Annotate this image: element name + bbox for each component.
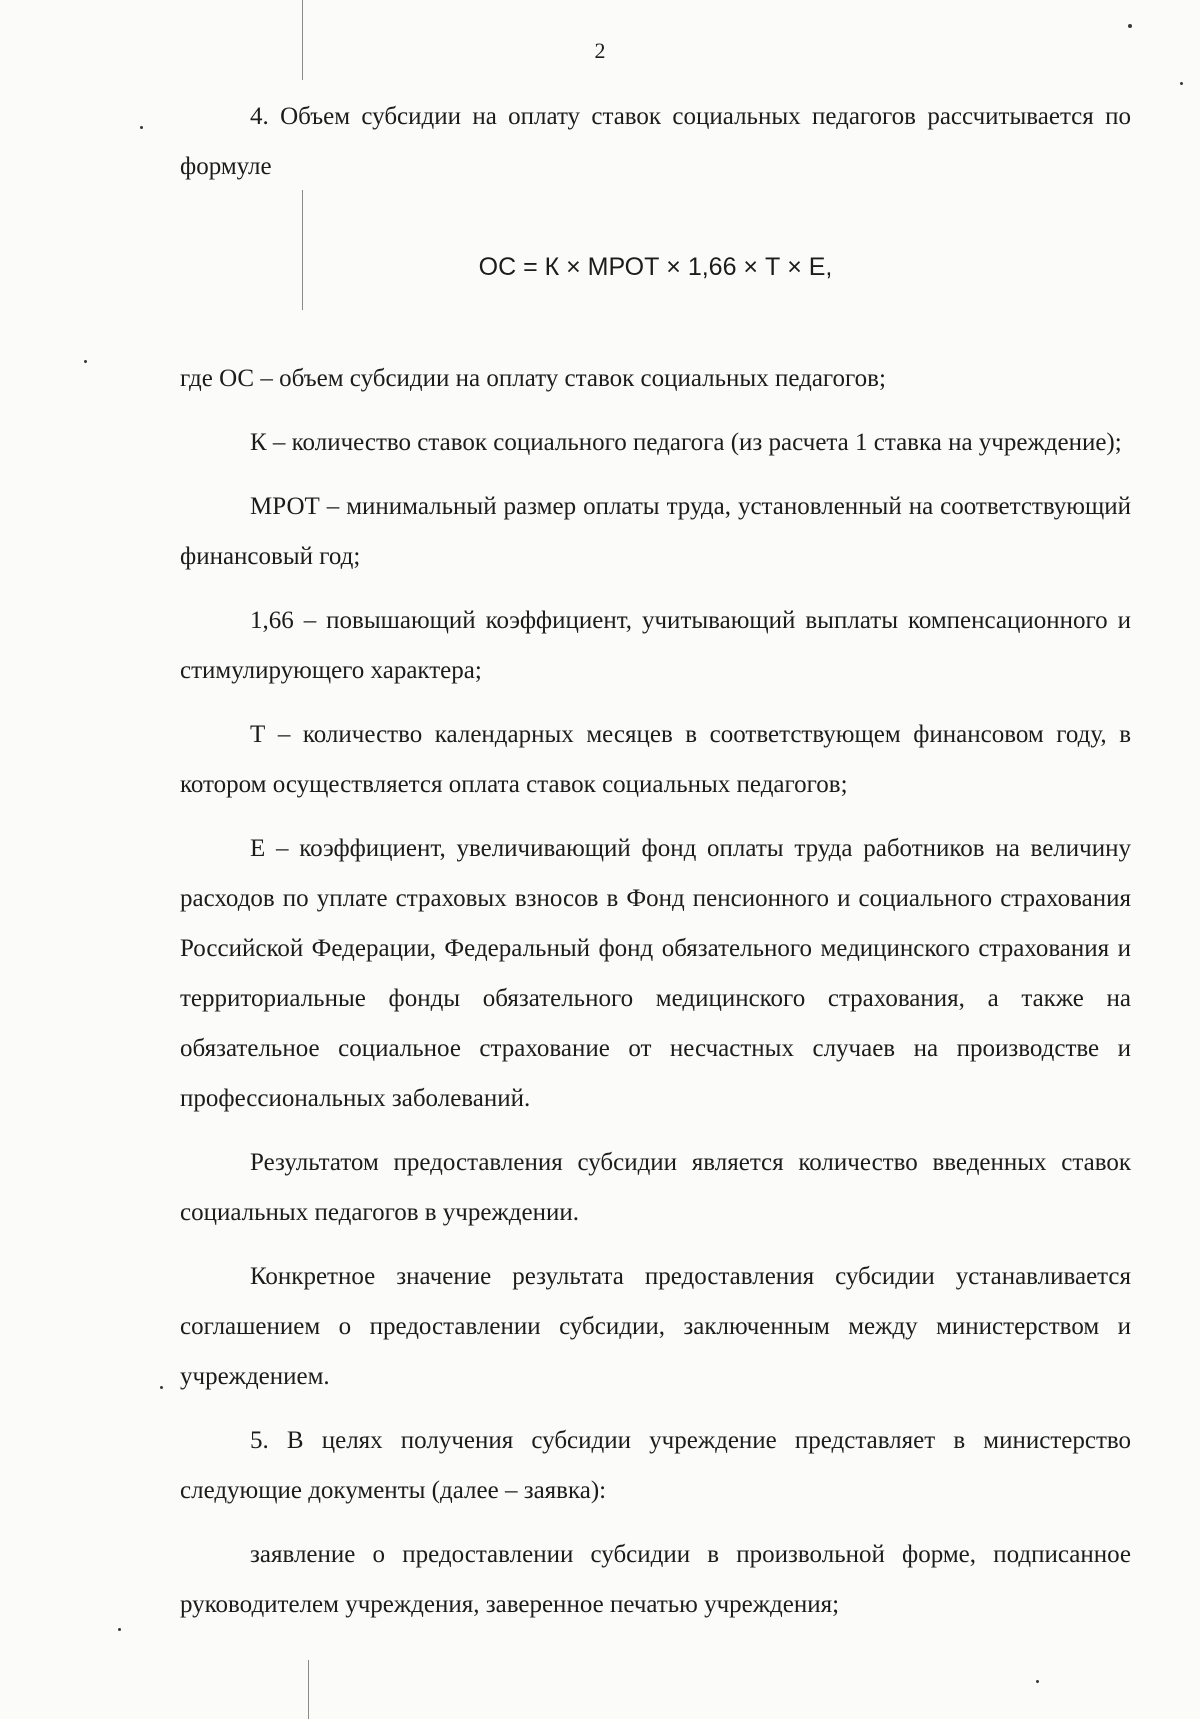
scan-speck [1180,82,1183,85]
paragraph-application: заявление о предоставлении субсидии в произвольной форме, подписанное руководителем учреждения, заверенное печатью учреждения; [180,1541,1131,1618]
scan-speck [1128,24,1132,28]
paragraph-coefficient-definition: 1,66 – повышающий коэффициент, учитывающий выплаты компенсационного и стимулирующего характера; [180,607,1131,684]
paragraph-t-definition: Т – количество календарных месяцев в соответствующем финансовом году, в котором осуществляется оплата ставок социальных педагогов; [180,721,1131,798]
paragraph-result: Результатом предоставления субсидии является количество введенных ставок социальных педагогов в учреждении. [180,1149,1131,1226]
scan-speck [140,126,143,129]
formula: ОС = К × МРОТ × 1,66 × Т × Е, [478,253,833,281]
document-body [180,92,1131,1630]
scan-speck [84,360,87,363]
paragraph-e-definition: Е – коэффициент, увеличивающий фонд оплаты труда работников на величину расходов по уплате страховых взносов в Фонд пенсионного и социального страхования Российской Федерации, Федеральный фонд обязательного медицинского страхования и территориальные фонды обязательного медицинского страхования, а также на обязательное социальное страхование от несчастных случаев на производстве и профессиональных заболеваний. [180,835,1131,1112]
paragraph-documents: 5. В целях получения субсидии учреждение представляет в министерство следующие документы (далее – заявка): [180,1427,1131,1504]
scan-speck [160,1386,163,1389]
paragraph-where-os: где ОС – объем субсидии на оплату ставок социальных педагогов; [180,365,886,392]
scan-speck [118,1628,121,1631]
paragraph-mrot-definition: МРОТ – минимальный размер оплаты труда, установленный на соответствующий финансовый год; [180,493,1131,570]
page-number: 2 [594,38,606,63]
paragraph-result-value: Конкретное значение результата предоставления субсидии устанавливается соглашением о предоставлении субсидии, заключенным между министерством и учреждением. [180,1263,1131,1390]
paragraph-subsidy-volume: 4. Объем субсидии на оплату ставок социальных педагогов рассчитывается по формуле [180,103,1131,180]
scan-speck [1036,1680,1039,1683]
paragraph-k-definition: К – количество ставок социального педагога (из расчета 1 ставка на учреждение); [250,429,1122,456]
scan-artifact-line [308,1660,309,1719]
